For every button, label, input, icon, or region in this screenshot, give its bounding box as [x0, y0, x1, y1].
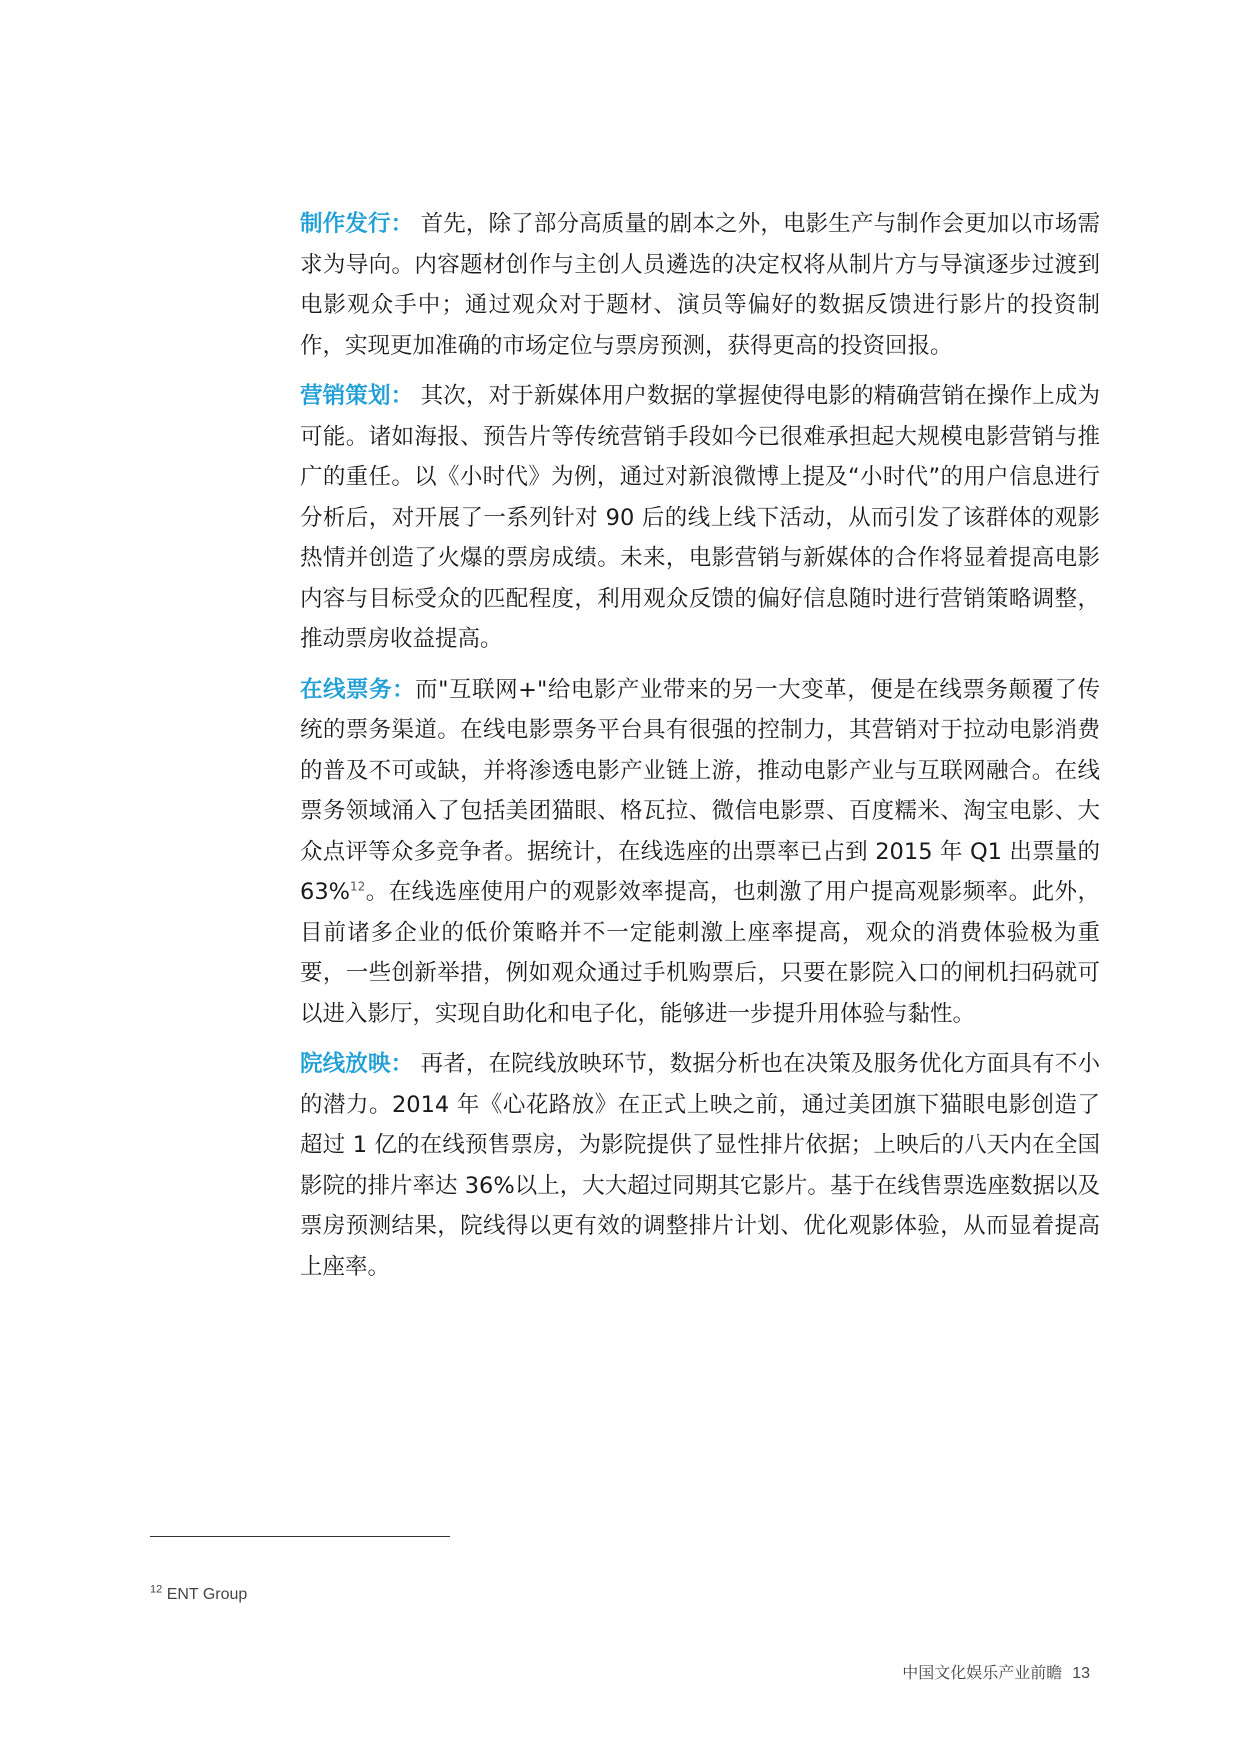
paragraph-text: 首先，除了部分高质量的剧本之外，电影生产与制作会更加以市场需求为导向。内容题材创作与主创人员遴选的决定权将从制片方与导演逐步过渡到电影观众手中；通过观众对于题材、演员等偏好的数据反馈进行影片的投资制作，实现更加准确的市场定位与票房预测，获得更高的投资回报。	[300, 211, 1100, 359]
section-heading-cinema-screening: 院线放映：	[300, 1051, 414, 1077]
footnote-divider	[150, 1536, 450, 1537]
footnote-text: ENT Group	[162, 1586, 248, 1603]
paragraph-text: 其次，对于新媒体用户数据的掌握使得电影的精确营销在操作上成为可能。诸如海报、预告片等传统营销手段如今已很难承担起大规模电影营销与推广的重任。以《小时代》为例，通过对新浪微博上提及“小时代”的用户信息进行分析后，对开展了一系列针对 90 后的线上线下活动，从而引发了该群体的观影热情并创造了火爆的票房成绩。未来，电影营销与新媒体的合作将显着提高电影内容与目标受众的匹配程度，利用观众反馈的偏好信息随时进行营销策略调整，推动票房收益提高。	[300, 383, 1100, 652]
page-footer	[902, 1660, 1090, 1683]
footnote-reference[interactable]: 12	[350, 879, 366, 894]
paragraph-production	[300, 204, 1100, 366]
paragraph-text: 而"互联网+"给电影产业带来的另一大变革，便是在线票务颠覆了传统的票务渠道。在线电影票务平台具有很强的控制力，其营销对于拉动电影消费的普及不可或缺，并将渗透电影产业链上游，推动电影产业与互联网融合。在线票务领域涌入了包括美团猫眼、格瓦拉、微信电影票、百度糯米、淘宝电影、大众点评等众多竞争者。据统计，在线选座的出票率已占到 2015 年 Q1 出票量的 63%	[300, 676, 1100, 905]
section-heading-online-ticketing: 在线票务：	[300, 676, 416, 703]
section-heading-marketing: 营销策划：	[300, 383, 414, 409]
section-heading-production: 制作发行：	[300, 211, 414, 237]
footnote	[150, 1583, 248, 1604]
paragraph-marketing	[300, 376, 1100, 660]
paragraph-text-continued: 。在线选座使用户的观影效率提高，也刺激了用户提高观影频率。此外，目前诸多企业的低价策略并不一定能刺激上座率提高，观众的消费体验极为重要，一些创新举措，例如观众通过手机购票后，只要在影院入口的闸机扫码就可以进入影厅，实现自助化和电子化，能够进一步提升用体验与黏性。	[300, 879, 1100, 1027]
page-number: 13	[1072, 1665, 1090, 1682]
footnote-number: 12	[150, 1583, 163, 1596]
paragraph-cinema-screening	[300, 1044, 1100, 1287]
paragraph-online-ticketing	[300, 670, 1100, 1035]
paragraph-text: 再者，在院线放映环节，数据分析也在决策及服务优化方面具有不小的潜力。2014 年《心花路放》在正式上映之前，通过美团旗下猫眼电影创造了超过 1 亿的在线预售票房，为影院提供了显性排片依据；上映后的八天内在全国影院的排片率达 36%以上，大大超过同期其它影片。基于在线售票选座数据以及票房预测结果，院线得以更有效的调整排片计划、优化观影体验，从而显着提高上座率。	[300, 1051, 1100, 1280]
main-content	[300, 204, 1100, 1297]
footer-title: 中国文化娱乐产业前瞻	[902, 1663, 1063, 1682]
